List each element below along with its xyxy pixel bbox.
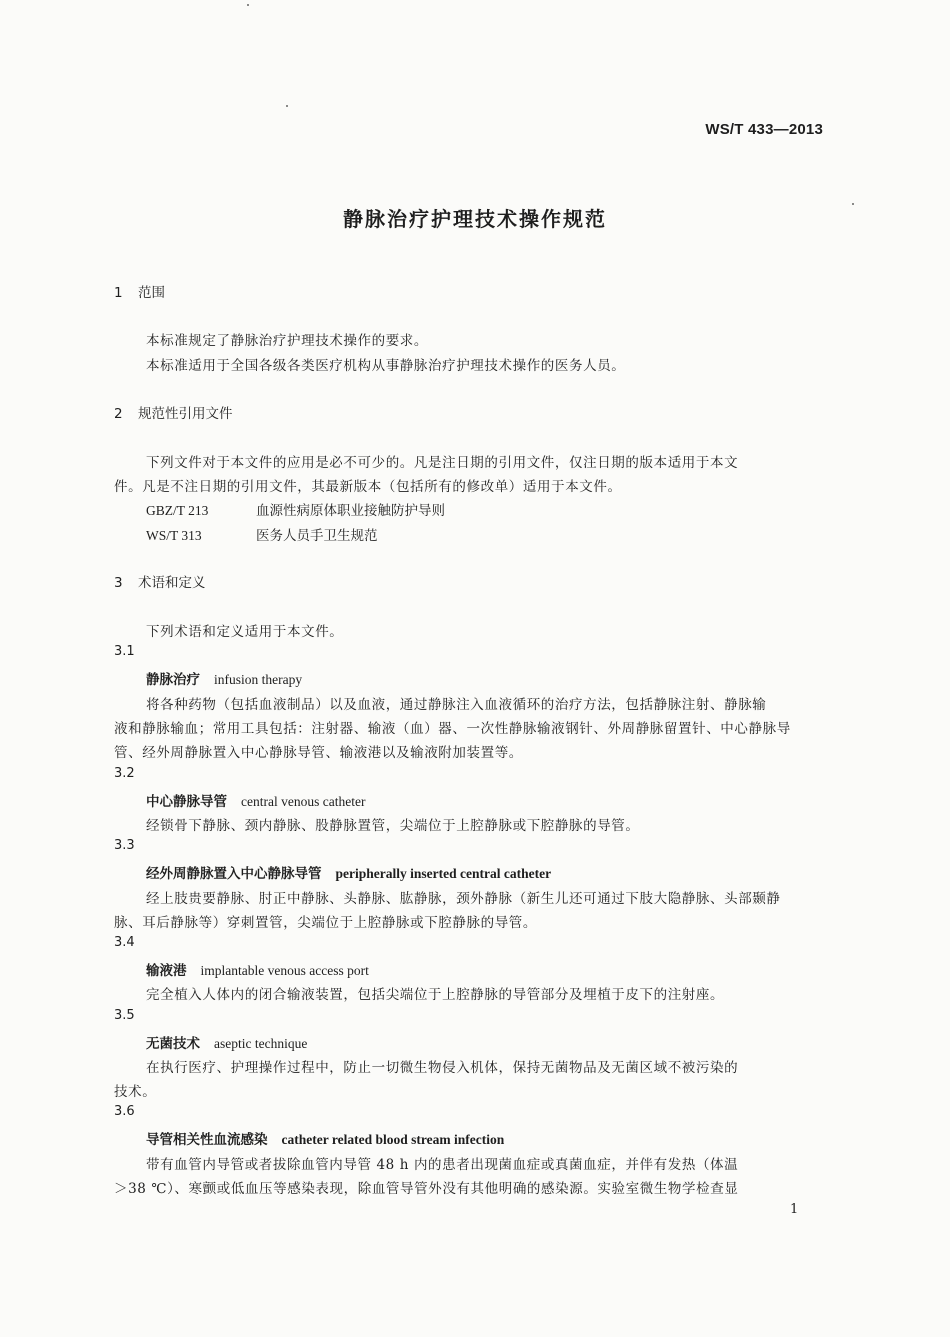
definition-line: 在执行医疗、护理操作过程中，防止一切微生物侵入机体，保持无菌物品及无菌区域不被污染的: [146, 1060, 739, 1076]
term-heading: [146, 1032, 307, 1052]
term-heading: [146, 668, 302, 688]
term-english: central venous catheter: [241, 794, 366, 809]
paragraph: 本标准规定了静脉治疗护理技术操作的要求。: [146, 333, 428, 349]
term-heading: [146, 1128, 504, 1148]
definition-line: 技术。: [114, 1084, 157, 1100]
section-title: 规范性引用文件: [138, 406, 233, 422]
term-chinese: 静脉治疗: [146, 672, 200, 688]
term-english: infusion therapy: [214, 672, 303, 687]
term-chinese: 中心静脉导管: [146, 794, 227, 810]
definition-line: 经锁骨下静脉、颈内静脉、股静脉置管，尖端位于上腔静脉或下腔静脉的导管。: [146, 818, 640, 834]
section-number: 3: [114, 575, 123, 591]
reference-code: GBZ/T 213: [146, 503, 209, 518]
term-heading: [146, 959, 369, 979]
section-2-heading: [114, 402, 233, 422]
reference-title: 血源性病原体职业接触防护导则: [256, 503, 445, 519]
definition-line: 经上肢贵要静脉、肘正中静脉、头静脉、肱静脉，颈外静脉（新生儿还可通过下肢大隐静脉、头部颞静: [146, 891, 781, 907]
section-3-heading: [114, 571, 206, 591]
term-number: 3.3: [114, 838, 135, 853]
term-heading: [146, 790, 365, 810]
definition-line: ＞38 ℃）、寒颤或低血压等感染表现，除血管导管外没有其他明确的感染源。实验室微生物学检查显: [114, 1181, 739, 1197]
term-number: 3.4: [114, 935, 135, 950]
standard-code: WS/T 433—2013: [705, 121, 823, 138]
section-title: 范围: [138, 285, 165, 301]
paragraph: 下列术语和定义适用于本文件。: [146, 624, 344, 640]
reference-code: WS/T 313: [146, 528, 202, 543]
reference-item: [146, 524, 378, 544]
section-number: 1: [114, 285, 123, 301]
definition-line: 管、经外周静脉置入中心静脉导管、输液港以及输液附加装置等。: [114, 745, 523, 761]
section-number: 2: [114, 406, 123, 422]
term-english: peripherally inserted central catheter: [335, 866, 552, 881]
document-title: 静脉治疗护理技术操作规范: [343, 207, 607, 231]
term-number: 3.6: [114, 1104, 135, 1119]
reference-title: 医务人员手卫生规范: [256, 528, 378, 544]
definition-line: 带有血管内导管或者拔除血管内导管 48 h 内的患者出现菌血症或真菌血症，并伴有发热（体温: [146, 1157, 739, 1173]
reference-item: [146, 499, 445, 519]
term-english: implantable venous access port: [200, 963, 369, 978]
term-heading: [146, 862, 551, 882]
definition-line: 完全植入人体内的闭合输液装置，包括尖端位于上腔静脉的导管部分及埋植于皮下的注射座。: [146, 987, 725, 1003]
definition-line: 将各种药物（包括血液制品）以及血液，通过静脉注入血液循环的治疗方法，包括静脉注射、静脉输: [146, 697, 767, 713]
scan-speck: [247, 4, 249, 6]
scan-speck: [286, 105, 288, 107]
section-1-heading: [114, 281, 165, 301]
term-number: 3.2: [114, 766, 135, 781]
definition-line: 脉、耳后静脉等）穿刺置管，尖端位于上腔静脉或下腔静脉的导管。: [114, 915, 537, 931]
term-chinese: 输液港: [146, 963, 187, 979]
page-number: 1: [790, 1202, 799, 1217]
term-english: catheter related blood stream infection: [281, 1132, 505, 1147]
section-title: 术语和定义: [138, 575, 206, 591]
paragraph-line: 件。凡是不注日期的引用文件，其最新版本（包括所有的修改单）适用于本文件。: [114, 479, 622, 495]
term-chinese: 导管相关性血流感染: [146, 1132, 268, 1148]
paragraph: 本标准适用于全国各级各类医疗机构从事静脉治疗护理技术操作的医务人员。: [146, 358, 626, 374]
paragraph-line: 下列文件对于本文件的应用是必不可少的。凡是注日期的引用文件，仅注日期的版本适用于本文: [146, 455, 739, 471]
term-number: 3.5: [114, 1008, 135, 1023]
term-chinese: 经外周静脉置入中心静脉导管: [146, 866, 322, 882]
term-chinese: 无菌技术: [146, 1036, 200, 1052]
term-number: 3.1: [114, 644, 135, 659]
definition-line: 液和静脉输血；常用工具包括：注射器、输液（血）器、一次性静脉输液钢针、外周静脉留置针、中心静脉导: [114, 721, 791, 737]
term-english: aseptic technique: [214, 1036, 308, 1051]
